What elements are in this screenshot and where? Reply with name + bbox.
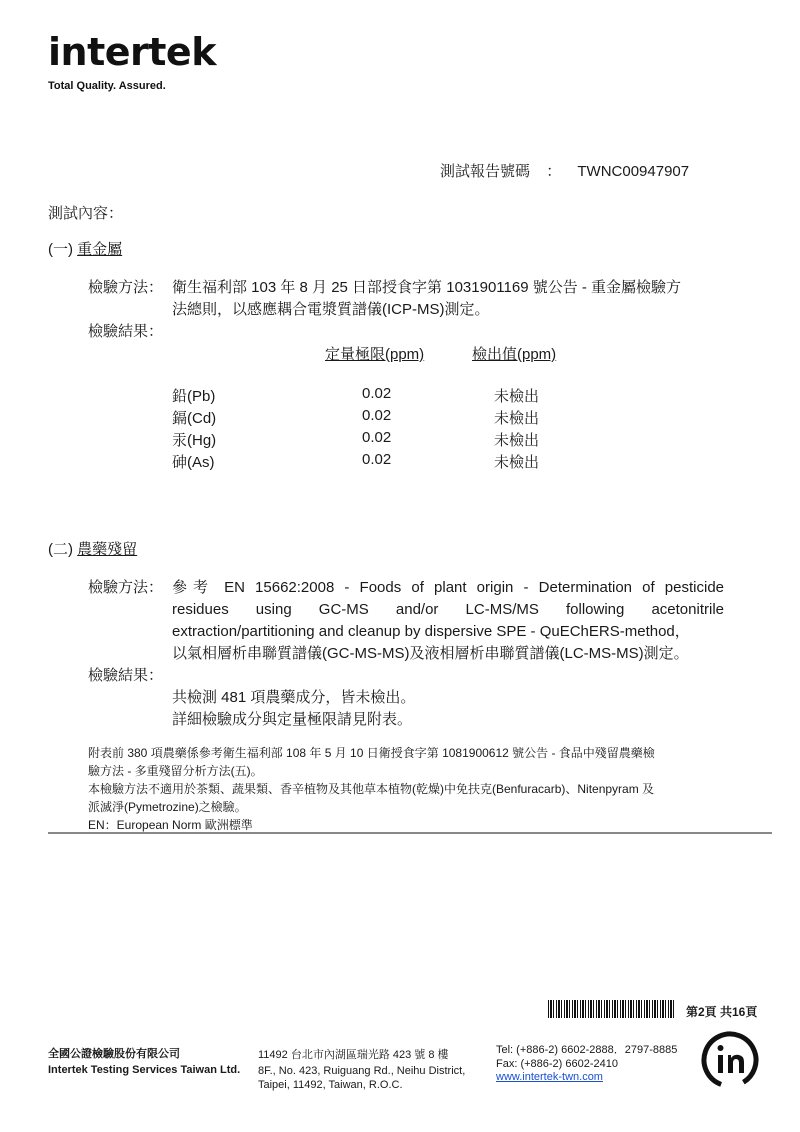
row-detect: 未檢出 [494, 454, 540, 471]
report-number [440, 160, 689, 181]
page-info: 第2頁 共16頁 [686, 1005, 758, 1019]
footer-fax: Fax: (+886-2) 6602-2410 [496, 1058, 618, 1070]
report-number-separator: ： [546, 163, 562, 180]
section2-result-line1: 共檢測 481 項農藥成分，皆未檢出。 [172, 689, 416, 706]
footer-address-en1: 8F., No. 423, Ruiguang Rd., Neihu District, [258, 1065, 466, 1077]
section2-method-line3: extraction/partitioning and cleanup by dispersive SPE - QuEChERS-method， [172, 623, 690, 640]
logo-tagline: Total Quality. Assured. [48, 80, 166, 92]
footer-address-zh: 11492 台北市內湖區瑞光路 423 號 8 樓 [258, 1049, 449, 1061]
col-header-limit: 定量極限(ppm) [325, 346, 425, 363]
row-element: 砷(As) [172, 454, 215, 471]
row-detect: 未檢出 [494, 410, 540, 427]
row-element: 汞(Hg) [172, 432, 217, 449]
section2-title: 農藥殘留 [77, 541, 138, 558]
report-number-value: TWNC00947907 [577, 163, 690, 180]
footer-tel: Tel: (+886-2) 6602-2888．2797-8885 [496, 1044, 678, 1056]
footer-address-en2: Taipei, 11492, Taiwan, R.O.C. [258, 1079, 403, 1091]
row-element: 鉛(Pb) [172, 388, 216, 405]
section2-result-line2: 詳細檢驗成分與定量極限請見附表。 [172, 711, 413, 728]
note-line5: EN：European Norm 歐洲標準 [88, 818, 253, 832]
section2-method-line2: residues using GC-MS and/or LC-MS/MS following acetonitrile [172, 601, 724, 618]
footer-company-zh: 全國公證檢驗股份有限公司 [48, 1048, 180, 1060]
section2-result-label: 檢驗結果： [88, 667, 164, 684]
section1-method-line2: 法總則，以感應耦合電漿質譜儀(ICP-MS)測定。 [172, 301, 490, 318]
section1-method-line1: 衛生福利部 103 年 8 月 25 日部授食字第 1031901169 號公告 - 重金屬檢驗方 [172, 279, 682, 296]
row-limit: 0.02 [362, 429, 392, 446]
row-limit: 0.02 [362, 451, 392, 468]
section1-title: 重金屬 [77, 241, 123, 258]
section1-number: (一) [48, 241, 73, 258]
section1-method-label: 檢驗方法： [88, 279, 164, 296]
note-line4: 派滅淨(Pymetrozine)之檢驗。 [88, 800, 247, 814]
report-number-label: 測試報告號碼 [440, 163, 531, 180]
barcode [548, 1000, 676, 1018]
row-detect: 未檢出 [494, 388, 540, 405]
content-title: 測試內容： [48, 205, 124, 222]
section2-method-line4: 以氣相層析串聯質譜儀(GC-MS-MS)及液相層析串聯質譜儀(LC-MS-MS)測定。 [172, 645, 689, 662]
section2-heading [48, 538, 137, 559]
row-detect: 未檢出 [494, 432, 540, 449]
footer-company-en: Intertek Testing Services Taiwan Ltd. [48, 1064, 241, 1076]
footer-website-link[interactable]: www.intertek-twn.com [496, 1071, 603, 1083]
section2-method-line1: 參考 EN 15662:2008 - Foods of plant origin - Determination of pesticide [172, 579, 724, 596]
note-line1: 附表前 380 項農藥係參考衛生福利部 108 年 5 月 10 日衛授食字第 1081900612 號公告 - 食品中殘留農藥檢 [88, 746, 655, 760]
row-element: 鎘(Cd) [172, 410, 217, 427]
intertek-mark-icon [700, 1030, 760, 1090]
section1-heading [48, 238, 122, 259]
intertek-logo: intertek [48, 30, 216, 74]
note-line2: 驗方法 - 多重殘留分析方法(五)。 [88, 764, 263, 778]
section1-result-label: 檢驗結果： [88, 323, 164, 340]
row-limit: 0.02 [362, 407, 392, 424]
section2-number: (二) [48, 541, 73, 558]
section-divider [48, 832, 772, 834]
section2-method-label: 檢驗方法： [88, 579, 164, 596]
col-header-detect: 檢出值(ppm) [472, 346, 557, 363]
note-line3: 本檢驗方法不適用於茶類、蔬果類、香辛植物及其他草本植物(乾燥)中免扶克(Benfuracarb)、Nitenpyram 及 [88, 782, 655, 796]
row-limit: 0.02 [362, 385, 392, 402]
